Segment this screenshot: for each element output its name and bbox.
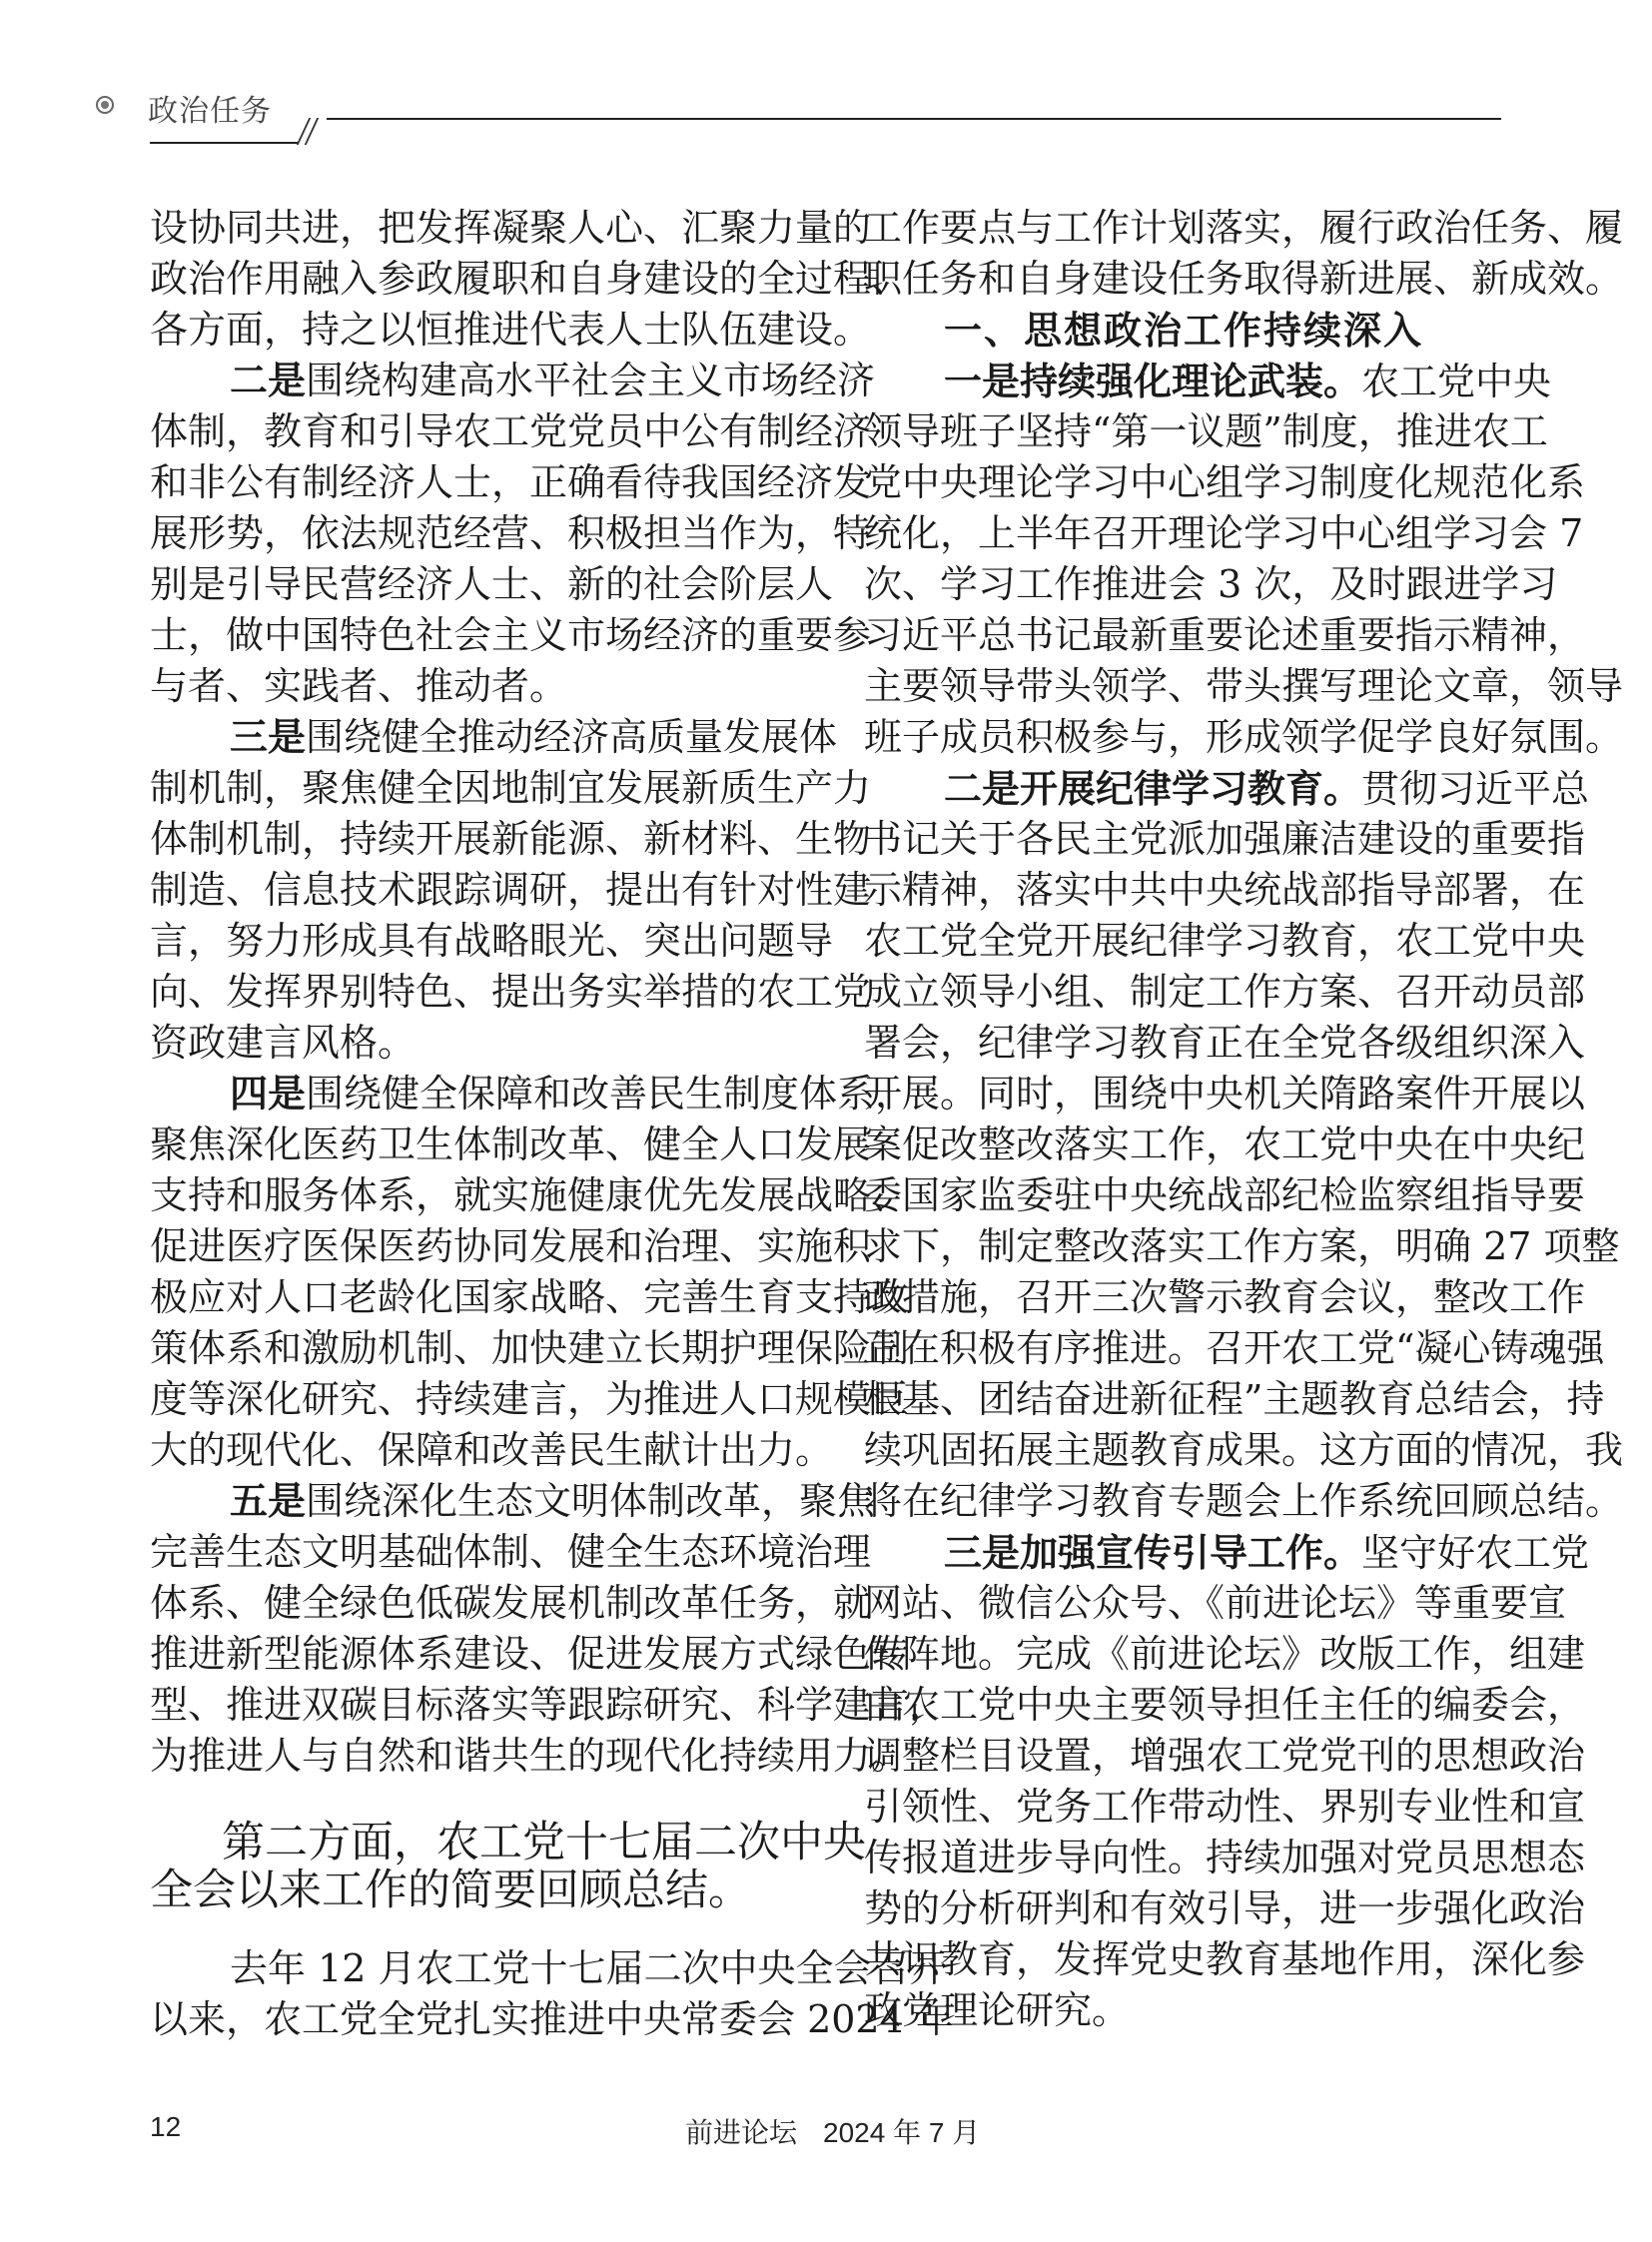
text-line bbox=[864, 203, 1624, 254]
line-text: 聚焦深化医药卫生体制改革、健全人口发展 bbox=[150, 1122, 872, 1166]
text-line bbox=[864, 763, 1590, 814]
page-number: 12 bbox=[150, 2111, 182, 2142]
line-text: 促进医疗医保医药协同发展和治理、实施积 bbox=[150, 1224, 872, 1268]
line-text: 农工党全党开展纪律学习教育，农工党中央 bbox=[864, 919, 1586, 963]
text-line bbox=[150, 406, 872, 457]
paragraph-lead: 五是 bbox=[230, 1479, 307, 1523]
line-text: 正在积极有序推进。召开农工党“凝心铸魂强 bbox=[864, 1326, 1605, 1370]
text-line bbox=[150, 1374, 910, 1425]
text-line bbox=[864, 1323, 1605, 1374]
text-line bbox=[150, 1018, 786, 1069]
line-text: 工作要点与工作计划落实，履行政治任务、履 bbox=[864, 206, 1624, 250]
paragraph bbox=[150, 1069, 914, 1476]
paragraph bbox=[150, 1943, 954, 2045]
issue-date: 2024 年 7 月 bbox=[823, 2117, 981, 2148]
text-line bbox=[150, 305, 872, 356]
text-line bbox=[150, 1680, 948, 1731]
text-line bbox=[864, 1731, 1586, 1782]
text-line bbox=[150, 661, 786, 712]
text-line bbox=[864, 559, 1558, 610]
line-text: 传报道进步导向性。持续加强对党员思想态 bbox=[864, 1836, 1586, 1879]
paragraph bbox=[864, 356, 1624, 763]
text-line bbox=[864, 1120, 1586, 1170]
text-line bbox=[864, 610, 1586, 661]
text-line bbox=[150, 967, 872, 1018]
text-line bbox=[150, 1943, 948, 1994]
text-line bbox=[864, 1272, 1586, 1323]
line-text: 续巩固拓展主题教育成果。这方面的情况，我 bbox=[864, 1428, 1624, 1472]
paragraph bbox=[150, 203, 910, 356]
line-text: 习近平总书记最新重要论述重要指示精神， bbox=[864, 613, 1586, 657]
text-line bbox=[864, 508, 1584, 559]
line-text: 班子成员积极参与，形成领学促学良好氛围。 bbox=[864, 715, 1624, 759]
circle-bullet-icon bbox=[96, 96, 114, 114]
text-line bbox=[864, 865, 1586, 916]
line-text: 围绕深化生态文明体制改革，聚焦 bbox=[306, 1479, 876, 1523]
text-line bbox=[864, 1833, 1586, 1883]
text-line bbox=[864, 254, 1624, 305]
paragraph bbox=[864, 763, 1624, 1527]
line-text: 将在纪律学习教育专题会上作系统回顾总结。 bbox=[864, 1479, 1624, 1523]
text-line bbox=[864, 1527, 1590, 1578]
text-line bbox=[864, 1934, 1586, 1985]
text-line bbox=[864, 1018, 1586, 1069]
text-line bbox=[864, 1680, 1586, 1731]
line-text: 书记关于各民主党派加强廉洁建设的重要指 bbox=[864, 817, 1586, 861]
text-line bbox=[150, 916, 834, 967]
text-line bbox=[150, 203, 872, 254]
line-text: 别是引导民营经济人士、新的社会阶层人 bbox=[150, 562, 834, 606]
line-text: 坚守好农工党 bbox=[1361, 1531, 1590, 1575]
line-text: 极应对人口老龄化国家战略、完善生育支持政 bbox=[150, 1275, 910, 1319]
journal-name: 前进论坛 bbox=[685, 2117, 798, 2148]
line-text: 示精神，落实中共中央统战部指导部署，在 bbox=[864, 868, 1586, 912]
part-two-heading bbox=[150, 1818, 866, 1915]
line-text: 支持和服务体系，就实施健康优先发展战略、 bbox=[150, 1173, 910, 1217]
section-title: 政治任务 bbox=[148, 94, 272, 129]
line-text: 案促改整改落实工作，农工党中央在中央纪 bbox=[864, 1122, 1586, 1166]
line-text: 与者、实践者、推动者。 bbox=[150, 664, 568, 708]
text-line bbox=[864, 1170, 1586, 1221]
line-text: 网站、微信公众号、《前进论坛》等重要宣 bbox=[864, 1581, 1567, 1625]
line-text: 政党理论研究。 bbox=[864, 1988, 1131, 2032]
line-text: 型、推进双碳目标落实等跟踪研究、科学建言， bbox=[150, 1683, 948, 1727]
text-line bbox=[864, 1374, 1605, 1425]
line-text: 言，努力形成具有战略眼光、突出问题导 bbox=[150, 919, 834, 963]
text-line bbox=[150, 1120, 872, 1170]
paragraph-lead: 二是 bbox=[230, 359, 307, 402]
line-text: 围绕健全保障和改善民生制度体系， bbox=[306, 1072, 914, 1116]
line-text: 体制，教育和引导农工党党员中公有制经济 bbox=[150, 409, 872, 453]
text-line bbox=[150, 1425, 834, 1476]
text-line bbox=[864, 1782, 1586, 1833]
left-column-after-heading bbox=[150, 1943, 954, 2045]
text-line bbox=[150, 1629, 910, 1680]
text-line bbox=[150, 865, 872, 916]
line-text: 体制机制，持续开展新能源、新材料、生物 bbox=[150, 817, 872, 861]
line-text: 农工党中央 bbox=[1361, 360, 1552, 403]
text-line bbox=[864, 1578, 1567, 1629]
line-text: 为推进人与自然和谐共生的现代化持续用力。 bbox=[150, 1734, 910, 1778]
line-text: 委国家监委驻中央统战部纪检监察组指导要 bbox=[864, 1173, 1586, 1217]
line-text: 共识教育，发挥党史教育基地作用，深化参 bbox=[864, 1937, 1586, 1981]
line-text: 展形势，依法规范经营、积极担当作为，特 bbox=[150, 511, 872, 555]
line-text: 和非公有制经济人士，正确看待我国经济发 bbox=[150, 460, 872, 504]
line-text: 主要领导带头领学、带头撰写理论文章，领导 bbox=[864, 664, 1624, 708]
text-line bbox=[150, 254, 910, 305]
header-slash-divider bbox=[297, 118, 312, 145]
text-line bbox=[150, 1323, 910, 1374]
line-text: 去年 12 月农工党十七届二次中央全会召开 bbox=[230, 1946, 948, 1990]
text-line bbox=[864, 406, 1548, 457]
text-line bbox=[864, 1476, 1624, 1527]
paragraph bbox=[864, 203, 1624, 305]
text-line bbox=[150, 1170, 910, 1221]
line-text: 体系、健全绿色低碳发展机制改革任务，就 bbox=[150, 1581, 872, 1625]
paragraph bbox=[864, 1527, 1590, 2036]
text-line bbox=[864, 916, 1586, 967]
section-heading: 一、思想政治工作持续深入 bbox=[944, 308, 1424, 353]
paragraph-lead: 四是 bbox=[230, 1072, 307, 1116]
right-column bbox=[864, 203, 1624, 2036]
line-text: 成立领导小组、制定工作方案、召开动员部 bbox=[864, 970, 1586, 1014]
text-line bbox=[864, 1221, 1620, 1272]
line-text: 政治作用融入参政履职和自身建设的全过程、 bbox=[150, 257, 910, 301]
line-text: 度等深化研究、持续建言，为推进人口规模巨 bbox=[150, 1377, 910, 1421]
line-text: 署会，纪律学习教育正在全党各级组织深入 bbox=[864, 1021, 1586, 1065]
text-line bbox=[864, 457, 1586, 508]
line-text: 贯彻习近平总 bbox=[1361, 767, 1590, 811]
line-text: 以来，农工党全党扎实推进中央常委会 2024 年 bbox=[150, 1997, 954, 2041]
text-line bbox=[150, 814, 872, 865]
paragraph bbox=[150, 356, 876, 712]
line-text: 势的分析研判和有效引导，进一步强化政治 bbox=[864, 1886, 1586, 1930]
line-text: 调整栏目设置，增强农工党党刊的思想政治 bbox=[864, 1734, 1586, 1778]
text-line bbox=[864, 661, 1624, 712]
line-text: 统化，上半年召开理论学习中心组学习会 7 bbox=[864, 511, 1584, 555]
text-line bbox=[150, 1578, 872, 1629]
line-text: 引领性、党务工作带动性、界别专业性和宣 bbox=[864, 1785, 1586, 1829]
text-line bbox=[864, 712, 1624, 763]
text-line bbox=[864, 1985, 1500, 2036]
line-text: 次、学习工作推进会 3 次，及时跟进学习 bbox=[864, 562, 1558, 606]
line-text: 士，做中国特色社会主义市场经济的重要参 bbox=[150, 613, 872, 657]
left-column bbox=[150, 203, 948, 1782]
text-line bbox=[150, 1527, 872, 1578]
paragraph-lead: 三是加强宣传引导工作。 bbox=[944, 1530, 1362, 1575]
text-line bbox=[864, 1629, 1586, 1680]
paragraph bbox=[150, 1476, 948, 1782]
header-rule-long bbox=[327, 118, 1501, 120]
line-text: 资政建言风格。 bbox=[150, 1021, 416, 1065]
heading-line: 第二方面，农工党十七届二次中央 bbox=[222, 1818, 866, 1868]
heading-line: 全会以来工作的简要回顾总结。 bbox=[150, 1866, 751, 1915]
paragraph-lead: 三是 bbox=[230, 715, 307, 759]
line-text: 制机制，聚焦健全因地制宜发展新质生产力 bbox=[150, 766, 872, 810]
line-text: 设协同共进，把发挥凝聚人心、汇聚力量的 bbox=[150, 206, 872, 250]
text-line bbox=[864, 1425, 1624, 1476]
text-line bbox=[864, 967, 1586, 1018]
line-text: 向、发挥界别特色、提出务实举措的农工党 bbox=[150, 970, 872, 1014]
line-text: 围绕健全推动经济高质量发展体 bbox=[306, 715, 838, 759]
line-text: 策体系和激励机制、加快建立长期护理保险制 bbox=[150, 1326, 910, 1370]
paragraph-lead: 一是持续强化理论武装。 bbox=[944, 359, 1362, 403]
text-line bbox=[150, 356, 876, 406]
line-text: 传阵地。完成《前进论坛》改版工作，组建 bbox=[864, 1632, 1586, 1676]
text-line bbox=[864, 814, 1586, 865]
text-line bbox=[150, 457, 872, 508]
line-text: 围绕构建高水平社会主义市场经济 bbox=[306, 359, 876, 402]
line-text: 各方面，持之以恒推进代表人士队伍建设。 bbox=[150, 308, 872, 352]
text-line bbox=[150, 763, 872, 814]
line-text: 改措施，召开三次警示教育会议，整改工作 bbox=[864, 1275, 1586, 1319]
text-line bbox=[150, 1221, 872, 1272]
line-text: 党中央理论学习中心组学习制度化规范化系 bbox=[864, 460, 1586, 504]
paragraph-lead: 二是开展纪律学习教育。 bbox=[944, 766, 1362, 811]
line-text: 由农工党中央主要领导担任主任的编委会， bbox=[864, 1683, 1586, 1727]
text-line bbox=[864, 1883, 1586, 1934]
line-text: 推进新型能源体系建设、促进发展方式绿色转 bbox=[150, 1632, 910, 1676]
text-line bbox=[150, 610, 872, 661]
text-line bbox=[150, 1069, 914, 1120]
paragraph bbox=[150, 712, 872, 1069]
line-text: 完善生态文明基础体制、健全生态环境治理 bbox=[150, 1530, 872, 1574]
line-text: 开展。同时，围绕中央机关隋路案件开展以 bbox=[864, 1072, 1586, 1116]
line-text: 大的现代化、保障和改善民生献计出力。 bbox=[150, 1428, 834, 1472]
text-line bbox=[150, 1994, 954, 2045]
line-text: 制造、信息技术跟踪调研，提出有针对性建 bbox=[150, 868, 872, 912]
text-line bbox=[150, 1731, 910, 1782]
line-text: 领导班子坚持“第一议题”制度，推进农工 bbox=[864, 409, 1548, 453]
line-text: 职任务和自身建设任务取得新进展、新成效。 bbox=[864, 257, 1624, 301]
header-rule-short bbox=[150, 142, 298, 144]
text-line bbox=[864, 1069, 1586, 1120]
line-text: 根基、团结奋进新征程”主题教育总结会，持 bbox=[864, 1377, 1605, 1421]
text-line bbox=[150, 508, 872, 559]
text-line bbox=[150, 1272, 910, 1323]
text-line bbox=[150, 712, 838, 763]
text-line bbox=[150, 559, 834, 610]
line-text: 求下，制定整改落实工作方案，明确 27 项整 bbox=[864, 1224, 1620, 1268]
text-line bbox=[864, 356, 1552, 406]
text-line bbox=[150, 1476, 876, 1527]
